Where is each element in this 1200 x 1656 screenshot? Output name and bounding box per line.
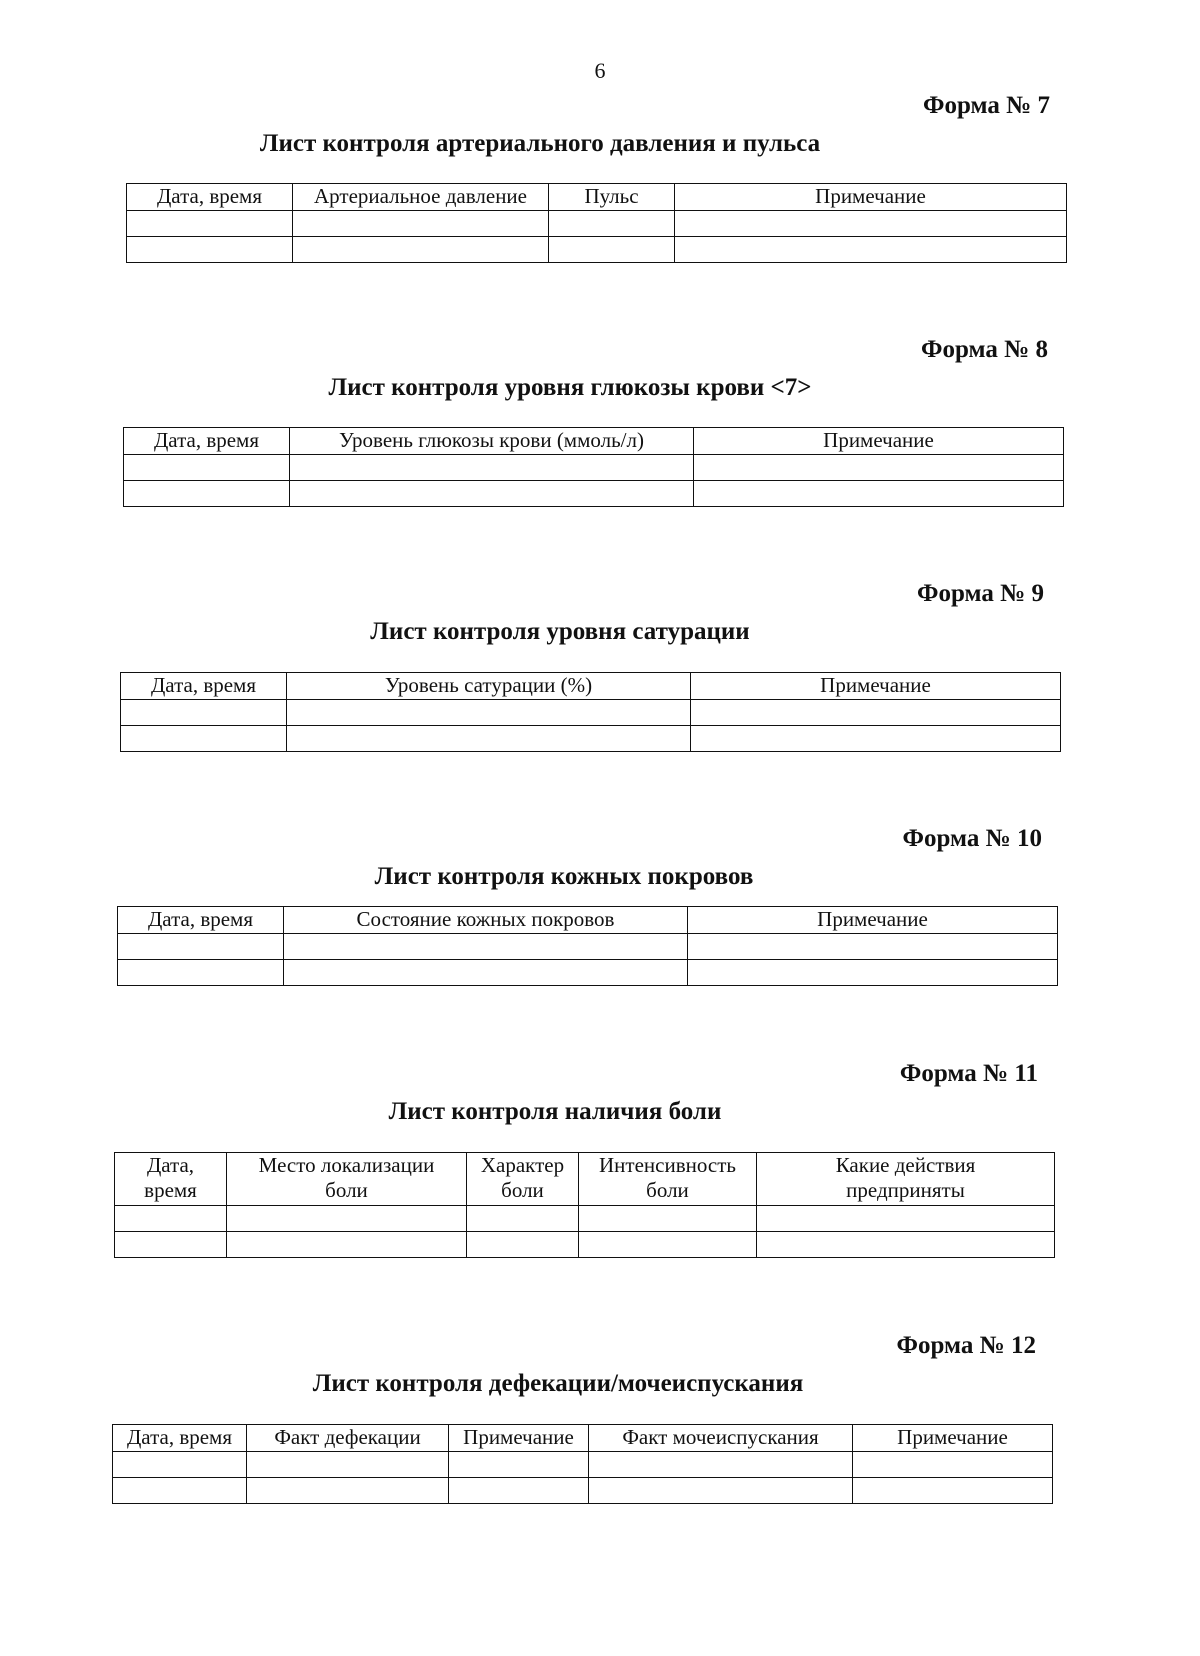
table-cell[interactable] [121,726,287,752]
table-cell[interactable] [579,1206,757,1232]
form-8-table [123,427,1064,507]
table-cell[interactable] [124,455,290,481]
column-header: Дата, время [124,428,290,455]
form-10-number: Форма № 10 [902,825,1042,852]
column-header: Факт мочеиспускания [589,1425,853,1452]
column-header-line: боли [325,1178,368,1202]
table-cell[interactable] [579,1232,757,1258]
column-header: Примечание [853,1425,1053,1452]
column-header-line: Место локализации [258,1153,435,1177]
column-header [467,1153,579,1206]
table-cell[interactable] [449,1452,589,1478]
column-header: Артериальное давление [293,184,549,211]
column-header [757,1153,1055,1206]
table-row [124,455,1064,481]
table-cell[interactable] [549,211,675,237]
table-cell[interactable] [675,211,1067,237]
form-8-header-row [124,428,1064,455]
table-cell[interactable] [247,1452,449,1478]
column-header [227,1153,467,1206]
form-11-title: Лист контроля наличия боли [388,1098,722,1125]
form-9-header-row [121,673,1061,700]
table-row [113,1452,1053,1478]
form-11-table [114,1152,1055,1258]
table-cell[interactable] [694,455,1064,481]
column-header: Примечание [449,1425,589,1452]
table-cell[interactable] [449,1478,589,1504]
table-cell[interactable] [694,481,1064,507]
form-8-number: Форма № 8 [921,336,1048,363]
table-row [127,211,1067,237]
table-row [118,934,1058,960]
form-9-table [120,672,1061,752]
table-row [118,960,1058,986]
table-cell[interactable] [853,1452,1053,1478]
table-cell[interactable] [124,481,290,507]
column-header: Примечание [688,907,1058,934]
column-header: Дата, время [118,907,284,934]
table-cell[interactable] [118,960,284,986]
table-cell[interactable] [247,1478,449,1504]
table-cell[interactable] [115,1206,227,1232]
table-cell[interactable] [227,1206,467,1232]
form-8-title: Лист контроля уровня глюкозы крови <7> [328,374,812,401]
table-cell[interactable] [688,960,1058,986]
column-header-line: Интенсивность [599,1153,736,1177]
column-header: Дата, время [127,184,293,211]
form-12-header-row [113,1425,1053,1452]
column-header: Примечание [694,428,1064,455]
form-7-table [126,183,1067,263]
table-cell[interactable] [290,455,694,481]
form-12-title: Лист контроля дефекации/мочеиспускания [312,1370,804,1397]
column-header-line: боли [501,1178,544,1202]
table-row [127,237,1067,263]
table-cell[interactable] [287,700,691,726]
table-row [113,1478,1053,1504]
form-9-title: Лист контроля уровня сатурации [370,618,750,645]
table-cell[interactable] [589,1452,853,1478]
table-cell[interactable] [691,700,1061,726]
column-header-line: Дата, [146,1153,195,1177]
form-11-header-row [115,1153,1055,1206]
table-cell[interactable] [113,1478,247,1504]
column-header: Дата, время [113,1425,247,1452]
column-header: Состояние кожных покровов [284,907,688,934]
column-header-line: предприняты [846,1178,965,1202]
column-header-line: боли [646,1178,689,1202]
column-header: Уровень глюкозы крови (ммоль/л) [290,428,694,455]
column-header: Факт дефекации [247,1425,449,1452]
form-7-title: Лист контроля артериального давления и пульса [259,130,821,157]
column-header: Примечание [691,673,1061,700]
table-row [121,726,1061,752]
table-cell[interactable] [688,934,1058,960]
form-10-table [117,906,1058,986]
table-row [115,1232,1055,1258]
table-cell[interactable] [691,726,1061,752]
table-row [124,481,1064,507]
form-11-number: Форма № 11 [899,1060,1038,1087]
table-cell[interactable] [467,1206,579,1232]
column-header-line: время [144,1178,197,1202]
page-number: 6 [594,58,606,83]
table-cell[interactable] [293,237,549,263]
column-header: Дата, время [121,673,287,700]
table-cell[interactable] [757,1232,1055,1258]
column-header [115,1153,227,1206]
table-cell[interactable] [853,1478,1053,1504]
column-header-line: Характер [480,1153,565,1177]
table-cell[interactable] [118,934,284,960]
table-cell[interactable] [287,726,691,752]
column-header: Пульс [549,184,675,211]
form-12-number: Форма № 12 [896,1332,1036,1359]
table-row [115,1206,1055,1232]
column-header [579,1153,757,1206]
table-cell[interactable] [121,700,287,726]
table-cell[interactable] [549,237,675,263]
table-cell[interactable] [227,1232,467,1258]
form-7-number: Форма № 7 [923,92,1050,119]
table-cell[interactable] [589,1478,853,1504]
column-header: Примечание [675,184,1067,211]
form-9-number: Форма № 9 [917,580,1044,607]
table-cell[interactable] [757,1206,1055,1232]
table-cell[interactable] [115,1232,227,1258]
table-cell[interactable] [293,211,549,237]
form-10-title: Лист контроля кожных покровов [374,863,754,890]
column-header: Уровень сатурации (%) [287,673,691,700]
form-10-header-row [118,907,1058,934]
table-row [121,700,1061,726]
column-header-line: Какие действия [835,1153,976,1177]
table-cell[interactable] [113,1452,247,1478]
table-cell[interactable] [290,481,694,507]
table-cell[interactable] [467,1232,579,1258]
table-cell[interactable] [127,211,293,237]
form-12-table [112,1424,1053,1504]
form-7-header-row [127,184,1067,211]
table-cell[interactable] [284,934,688,960]
table-cell[interactable] [127,237,293,263]
table-cell[interactable] [284,960,688,986]
table-cell[interactable] [675,237,1067,263]
